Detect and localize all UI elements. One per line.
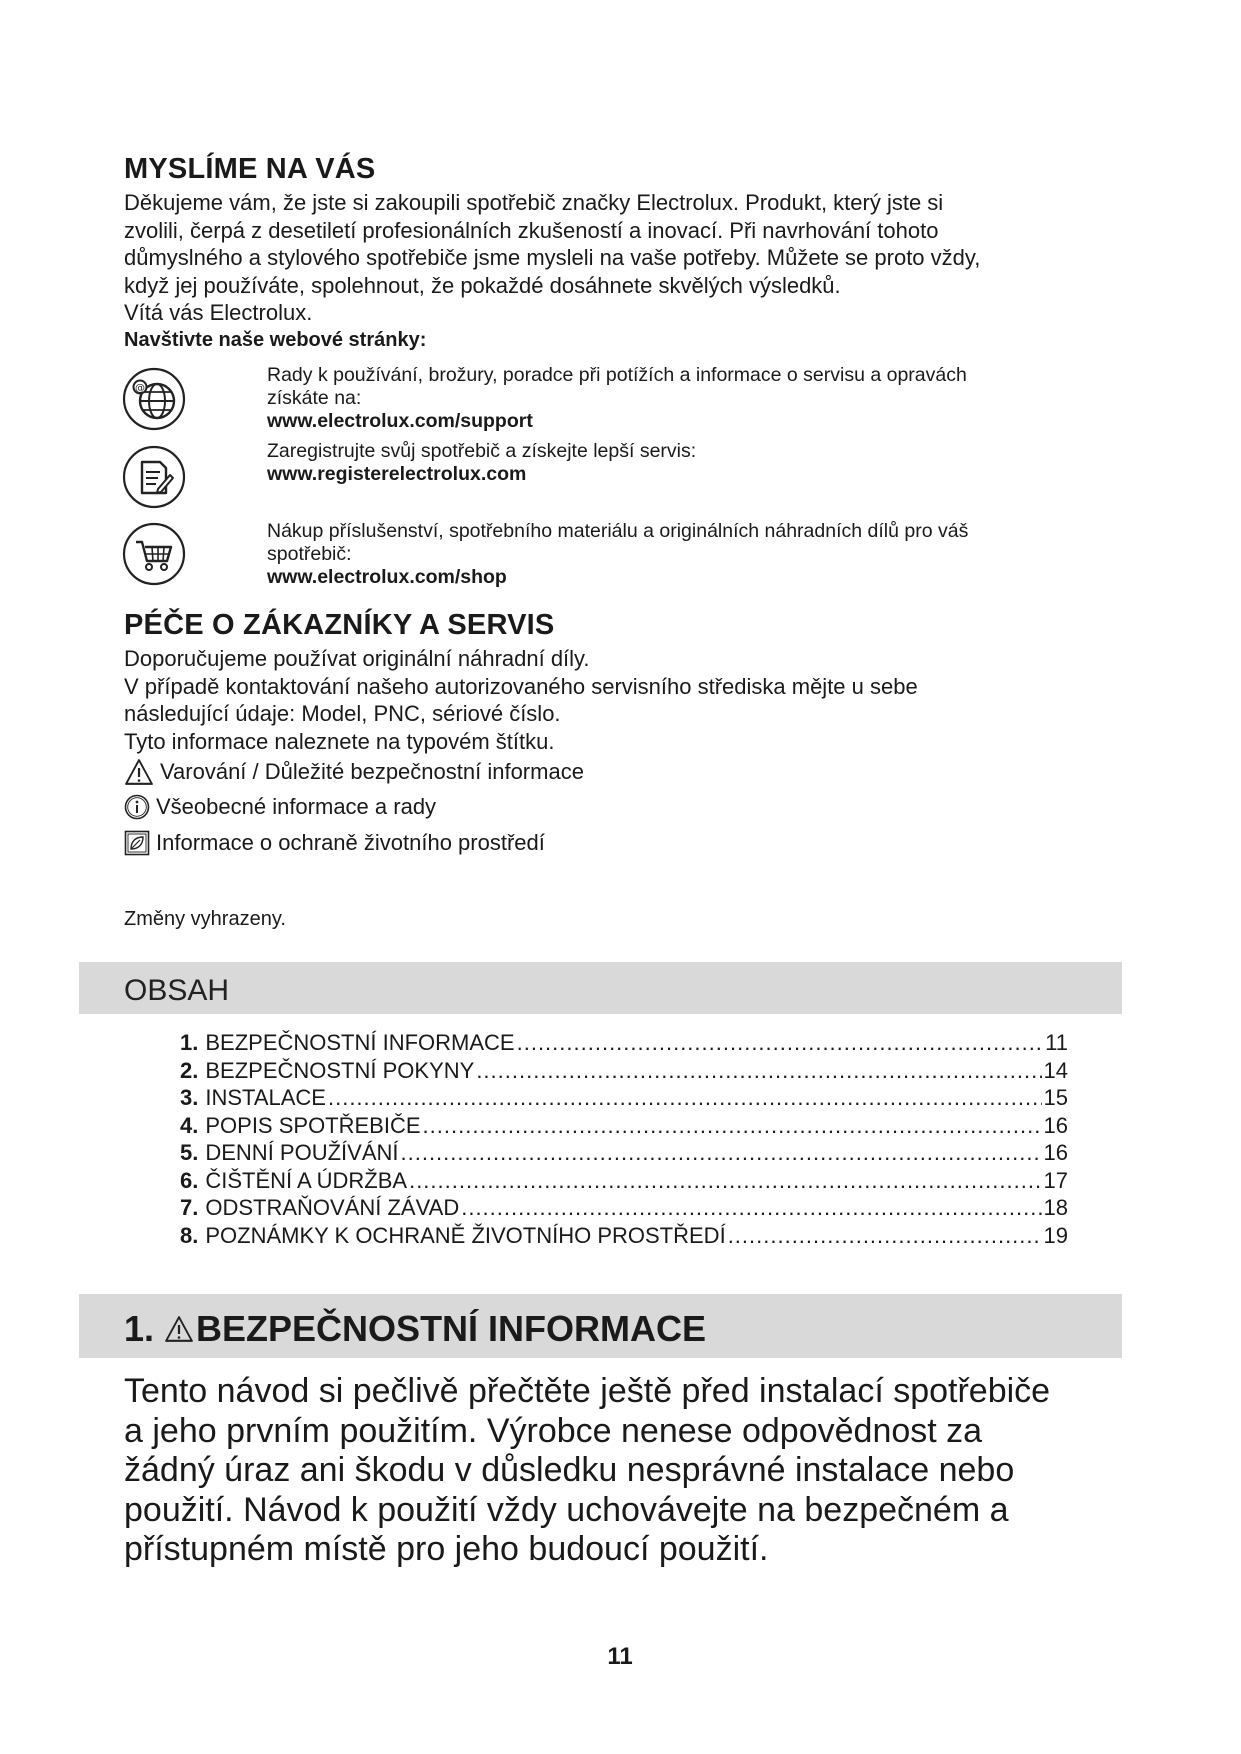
register-link[interactable]: www.registerelectrolux.com <box>267 463 527 485</box>
toc-item-title: POZNÁMKY K OCHRANĚ ŽIVOTNÍHO PROSTŘEDÍ <box>205 1222 726 1248</box>
warning-icon <box>164 1315 194 1343</box>
toc-header-band <box>79 962 1122 1014</box>
care-line: V případě kontaktování našeho autorizovaného servisního střediska mějte u sebe <box>124 673 918 699</box>
toc-item-page: 19 <box>1043 1222 1068 1248</box>
care-line: Tyto informace naleznete na typovém štítku. <box>124 728 555 754</box>
intro-line: Děkujeme vám, že jste si zakoupili spotřebič značky Electrolux. Produkt, který jste si <box>124 190 944 215</box>
intro-line: Vítá vás Electrolux. <box>124 300 313 325</box>
safety-line: přístupném místě pro jeho budoucí použití. <box>124 1530 769 1568</box>
site-support-text: Rady k používání, brožury, poradce při potížích a informace o servisu a opravách <box>267 364 967 386</box>
intro-paragraph <box>124 189 980 327</box>
info-icon <box>124 794 150 820</box>
toc-item-page: 18 <box>1043 1195 1068 1220</box>
toc-item-page: 17 <box>1043 1167 1068 1193</box>
intro-line: zvolili, čerpá z desetiletí profesionálních zkušeností a inovací. Při navrhování tohoto <box>124 217 939 243</box>
safety-line: a jeho prvním použitím. Výrobce nenese odpovědnost za <box>124 1411 983 1450</box>
legend-environment-text: Informace o ochraně životního prostředí <box>156 830 545 855</box>
site-register <box>267 440 696 486</box>
svg-text:@: @ <box>135 383 145 394</box>
safety-heading-text: BEZPEČNOSTNÍ INFORMACE <box>196 1308 707 1349</box>
safety-line: žádný úraz ani škodu v důsledku nesprávné instalace nebo <box>124 1451 1015 1489</box>
toc-item-title: BEZPEČNOSTNÍ INFORMACE <box>205 1030 515 1055</box>
safety-line: použití. Návod k použití vždy uchovávejte na bezpečném a <box>124 1490 1009 1529</box>
care-paragraph <box>124 645 918 755</box>
site-register-text: Zaregistrujte svůj spotřebič a získejte lepší servis: <box>267 440 697 462</box>
toc-item[interactable]: 5. DENNÍ POUŽÍVÁNÍ ..... 16 <box>180 1140 1068 1168</box>
toc-item[interactable]: 6. ČIŠTĚNÍ A ÚDRŽBA ..... 17 <box>180 1168 1068 1196</box>
support-link[interactable]: www.electrolux.com/support <box>267 410 533 432</box>
toc-item[interactable]: 3. INSTALACE ..... 15 <box>180 1085 1068 1113</box>
toc-item-page: 16 <box>1043 1112 1068 1138</box>
toc-item[interactable]: 1. BEZPEČNOSTNÍ INFORMACE ..... 11 <box>180 1030 1068 1058</box>
toc-item[interactable]: 2. BEZPEČNOSTNÍ POKYNY ..... 14 <box>180 1058 1068 1086</box>
legend-info <box>124 794 436 820</box>
globe-icon <box>122 367 186 431</box>
legend-warning <box>124 758 584 786</box>
warning-icon <box>124 758 154 786</box>
register-icon <box>122 445 186 509</box>
care-line: následující údaje: Model, PNC, sériové číslo. <box>124 701 561 726</box>
toc-item-title: ODSTRAŇOVÁNÍ ZÁVAD <box>205 1195 460 1220</box>
toc-item[interactable]: 4. POPIS SPOTŘEBIČE ..... 16 <box>180 1113 1068 1141</box>
toc-item-page: 14 <box>1043 1057 1068 1083</box>
shopping-cart-icon <box>122 522 186 586</box>
toc-item[interactable]: 7. ODSTRAŇOVÁNÍ ZÁVAD ..... 18 <box>180 1195 1068 1223</box>
legend-info-text: Všeobecné informace a rady <box>156 794 437 819</box>
intro-line: když jej používáte, spolehnout, že pokaždé dosáhnete skvělých výsledků. <box>124 272 841 298</box>
safety-heading <box>124 1308 706 1350</box>
legend-environment <box>124 830 545 856</box>
legend-warning-text: Varování / Důležité bezpečnostní informace <box>160 759 584 784</box>
toc-heading: OBSAH <box>124 974 230 1007</box>
toc-item-page: 11 <box>1045 1030 1068 1055</box>
care-heading: PÉČE O ZÁKAZNÍKY A SERVIS <box>124 609 555 641</box>
care-line: Doporučujeme používat originální náhradní díly. <box>124 646 590 671</box>
safety-paragraph <box>124 1372 1050 1570</box>
intro-line: důmyslného a stylového spotřebiče jsme mysleli na vaše potřeby. Můžete se proto vždy, <box>124 245 981 270</box>
toc-item-title: ČIŠTĚNÍ A ÚDRŽBA <box>205 1167 408 1193</box>
toc-item[interactable]: 8. POZNÁMKY K OCHRANĚ ŽIVOTNÍHO PROSTŘEDÍ ..... 19 <box>180 1223 1068 1251</box>
intro-heading: MYSLÍME NA VÁS <box>124 153 376 185</box>
page-number: 11 <box>607 1643 633 1670</box>
shop-link[interactable]: www.electrolux.com/shop <box>267 566 507 588</box>
site-support-text2: získáte na: <box>267 387 362 409</box>
site-shop <box>267 520 968 589</box>
toc-item-title: DENNÍ POUŽÍVÁNÍ <box>205 1140 399 1165</box>
safety-line: Tento návod si pečlivě přečtěte ještě před instalací spotřebiče <box>124 1372 1051 1410</box>
safety-heading-number: 1. <box>124 1308 155 1349</box>
toc-item-page: 16 <box>1043 1140 1068 1165</box>
safety-header-band <box>79 1294 1122 1358</box>
site-shop-text2: spotřebič: <box>267 543 352 565</box>
site-shop-text: Nákup příslušenství, spotřebního materiálu a originálních náhradních dílů pro váš <box>267 520 969 542</box>
leaf-icon <box>124 830 150 856</box>
changes-note: Změny vyhrazeny. <box>124 908 286 930</box>
toc-item-title: POPIS SPOTŘEBIČE <box>205 1112 421 1138</box>
toc-item-page: 15 <box>1043 1085 1068 1110</box>
visit-label: Navštivte naše webové stránky: <box>124 329 427 351</box>
toc-item-title: INSTALACE <box>205 1085 326 1110</box>
site-support <box>267 364 967 433</box>
toc-item-title: BEZPEČNOSTNÍ POKYNY <box>205 1057 475 1083</box>
